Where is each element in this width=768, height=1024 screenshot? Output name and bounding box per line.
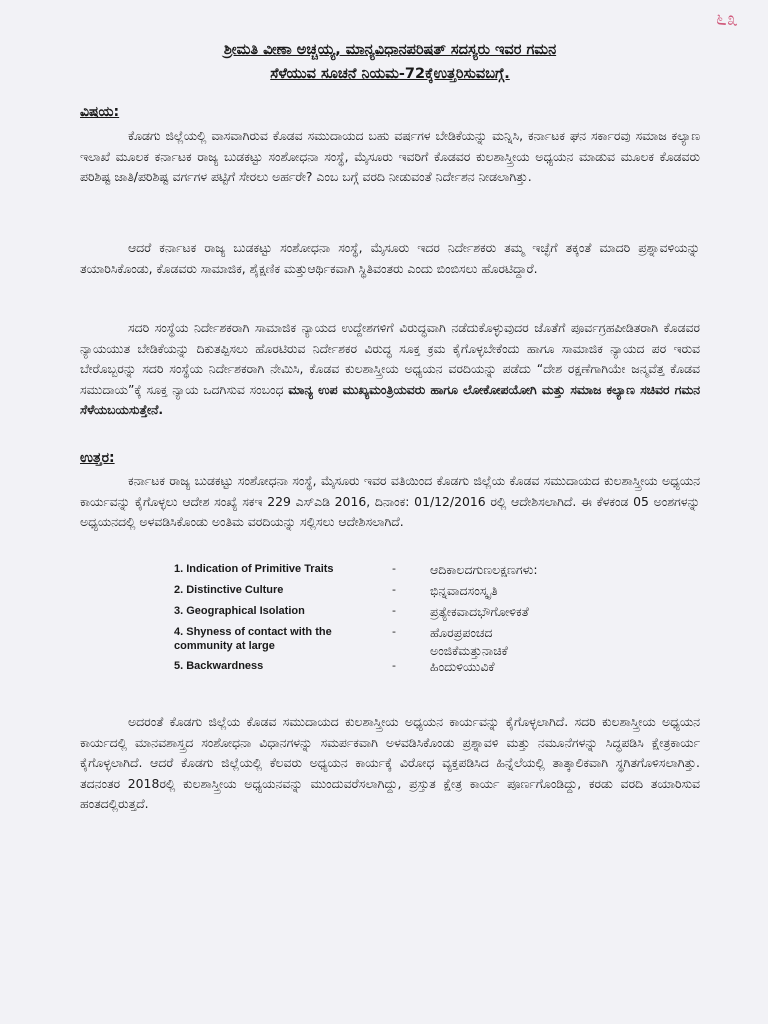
trait-english: 2. Distinctive Culture — [174, 584, 284, 596]
trait-row — [174, 604, 634, 625]
trait-english: 1. Indication of Primitive Traits — [174, 563, 334, 575]
trait-dash: - — [392, 659, 396, 672]
trait-english: 4. Shyness of contact with the community at large — [174, 626, 332, 652]
answer-heading: ಉತ್ತರ: — [80, 450, 115, 466]
page-title — [90, 38, 690, 86]
trait-row — [174, 659, 634, 680]
answer-paragraph-2: ಅದರಂತೆ ಕೊಡಗು ಜಿಲ್ಲೆಯ ಕೊಡವ ಸಮುದಾಯದ ಕುಲಶಾಸ್ತ್ರೀಯ ಅಧ್ಯಯನ ಕಾರ್ಯವನ್ನು ಕೈಗೊಳ್ಳಲಾಗಿದೆ. ಸದರಿ ಕುಲಶಾಸ್ತ್ರೀಯ ಅಧ್ಯಯನ ಕಾರ್ಯದಲ್ಲಿ ಮಾನವಶಾಸ್ತ್ರದ ಸಂಶೋಧನಾ ವಿಧಾನಗಳನ್ನು ಸಮರ್ಪಕವಾಗಿ ಅಳವಡಿಸಿಕೊಂಡು ಪ್ರಶ್ನಾವಳಿ ಮತ್ತು ನಮೂನೆಗಳನ್ನು ಸಿದ್ಧಪಡಿಸಿ ಕ್ಷೇತ್ರಕಾರ್ಯ ಕೈಗೊಳ್ಳಲಾಗಿದೆ. ಆದರೆ ಕೊಡಗು ಜಿಲ್ಲೆಯಲ್ಲಿ ಕೆಲವರು ಅಧ್ಯಯನ ಕಾರ್ಯಕ್ಕೆ ವಿರೋಧ ವ್ಯಕ್ತಪಡಿಸಿದ ಹಿನ್ನೆಲೆಯಲ್ಲಿ ತಾತ್ಕಾಲಿಕವಾಗಿ ಸ್ಥಗಿತಗೊಳಿಸಲಾಗಿತ್ತು. ತದನಂತರ 2018ರಲ್ಲಿ ಕುಲಶಾಸ್ತ್ರೀಯ ಅಧ್ಯಯನವನ್ನು ಮುಂದುವರೆಸಲಾಗಿದ್ದು, ಪ್ರಸ್ತುತ ಕ್ಷೇತ್ರ ಕಾರ್ಯ ಪೂರ್ಣಗೊಂಡಿದ್ದು, ಕರಡು ವರದಿ ತಯಾರಿಸುವ ಹಂತದಲ್ಲಿರುತ್ತದೆ. — [80, 714, 700, 811]
title-line-1: ಶ್ರೀಮತಿ ವೀಣಾ ಅಚ್ಚಯ್ಯ, ಮಾನ್ಯವಿಧಾನಪರಿಷತ್ ಸದಸ್ಯರು ಇವರ ಗಮನ — [223, 42, 557, 58]
trait-kannada — [430, 625, 508, 659]
answer-paragraph-1: ಕರ್ನಾಟಕ ರಾಜ್ಯ ಬುಡಕಟ್ಟು ಸಂಶೋಧನಾ ಸಂಸ್ಥೆ, ಮೈಸೂರು ಇವರ ವತಿಯಿಂದ ಕೊಡಗು ಜಿಲ್ಲೆಯ ಕೊಡವ ಸಮುದಾಯದ ಕುಲಶಾಸ್ತ್ರೀಯ ಅಧ್ಯಯನ ಕಾರ್ಯವನ್ನು ಕೈಗೊಳ್ಳಲು ಆದೇಶ ಸಂಖ್ಯೆ ಸಕಇ 229 ಎಸ್‌ಎಡಿ 2016, ದಿನಾಂಕ: 01/12/2016 ರಲ್ಲಿ ಆದೇಶಿಸಲಾಗಿದೆ. ಈ ಕೆಳಕಂಡ 05 ಅಂಶಗಳನ್ನು ಅಧ್ಯಯನದಲ್ಲಿ ಅಳವಡಿಸಿಕೊಂಡು ಅಂತಿಮ ವರದಿಯನ್ನು ಸಲ್ಲಿಸಲು ಆದೇಶಿಸಲಾಗಿದೆ. — [80, 473, 700, 529]
trait-kannada: ಹಿಂದುಳಿಯುವಿಕೆ — [430, 659, 495, 674]
subject-paragraph-2: ಆದರೆ ಕರ್ನಾಟಕ ರಾಜ್ಯ ಬುಡಕಟ್ಟು ಸಂಶೋಧನಾ ಸಂಸ್ಥೆ, ಮೈಸೂರು ಇದರ ನಿರ್ದೇಶಕರು ತಮ್ಮ ಇಚ್ಛೆಗೆ ತಕ್ಕಂತೆ ಮಾದರಿ ಪ್ರಶ್ನಾವಳಿಯನ್ನು ತಯಾರಿಸಿಕೊಂಡು, ಕೊಡವರು ಸಾಮಾಜಿಕ, ಶೈಕ್ಷಣಿಕ ಮತ್ತುಆರ್ಥಿಕವಾಗಿ ಸ್ಥಿತಿವಂತರು ಎಂದು ಬಿಂಬಿಸಲು ಹೊರಟಿದ್ದಾರೆ. — [80, 240, 700, 276]
trait-english: 5. Backwardness — [174, 660, 264, 672]
trait-dash: - — [392, 583, 396, 596]
subject-heading: ವಿಷಯ: — [80, 104, 120, 120]
trait-dash: - — [392, 604, 396, 617]
traits-list — [174, 562, 634, 680]
subject-paragraph-3-text: ಸದರಿ ಸಂಸ್ಥೆಯ ನಿರ್ದೇಶಕರಾಗಿ ಸಾಮಾಜಿಕ ನ್ಯಾಯದ ಉದ್ದೇಶಗಳಿಗೆ ವಿರುದ್ಧವಾಗಿ ನಡೆದುಕೊಳ್ಳುವುದರ ಜೊತೆಗೆ ಪೂರ್ವಗ್ರಹಪೀಡಿತರಾಗಿ ಕೊಡವರ ನ್ಯಾಯಯುತ ಬೇಡಿಕೆಯನ್ನು ದಿಕುತಪ್ಪಿಸಲು ಹೊರಟಿರುವ ನಿರ್ದೇಶಕರ ವಿರುದ್ಧ ಸೂಕ್ತ ಕ್ರಮ ಕೈಗೊಳ್ಳಬೇಕೆಂದು ಹಾಗೂ ಸಾಮಾಜಿಕ ನ್ಯಾಯದ ಪರ ಇರುವ ಬೇರೊಬ್ಬರನ್ನು ಸದರಿ ಸಂಸ್ಥೆಯ ನಿರ್ದೇಶಕರಾಗಿ ನೇಮಿಸಿ, ಕೊಡವ ಕುಲಶಾಸ್ತ್ರೀಯ ಅಧ್ಯಯನ ವರದಿಯನ್ನು ಪಡೆದು “ದೇಶ ರಕ್ಷಣೆಗಾಗಿಯೇ ಜನ್ಮವೆತ್ತ ಕೊಡವ ಸಮುದಾಯ”ಕ್ಕೆ ಸೂಕ್ತ ನ್ಯಾಯ ಒದಗಿಸುವ ಸಂಬಂಧ — [80, 320, 700, 397]
trait-kannada: ಭಿನ್ನವಾದಸಂಸ್ಕೃತಿ — [430, 583, 498, 598]
subject-paragraph-1: ಕೊಡಗು ಜಿಲ್ಲೆಯಲ್ಲಿ ವಾಸವಾಗಿರುವ ಕೊಡವ ಸಮುದಾಯದ ಬಹು ವರ್ಷಗಳ ಬೇಡಿಕೆಯನ್ನು ಮನ್ನಿಸಿ, ಕರ್ನಾಟಕ ಘನ ಸರ್ಕಾರವು ಸಮಾಜ ಕಲ್ಯಾಣ ಇಲಾಖೆ ಮೂಲಕ ಕರ್ನಾಟಕ ರಾಜ್ಯ ಬುಡಕಟ್ಟು ಸಂಶೋಧನಾ ಸಂಸ್ಥೆ, ಮೈಸೂರು ಇವರಿಗೆ ಕೊಡವರ ಕುಲಶಾಸ್ತ್ರೀಯ ಅಧ್ಯಯನ ಮಾಡುವ ಮೂಲಕ ಕೊಡವರು ಪರಿಶಿಷ್ಟ ಜಾತಿ/ಪರಿಶಿಷ್ಟ ವರ್ಗಗಳ ಪಟ್ಟಿಗೆ ಸೇರಲು ಅರ್ಹರೇ? ಎಂಬ ಬಗ್ಗೆ ವರದಿ ನೀಡುವಂತೆ ನಿರ್ದೇಶನ ನೀಡಲಾಗಿತ್ತು. — [80, 128, 700, 184]
trait-kannada: ಪ್ರತ್ಯೇಕವಾದಭೌಗೋಳಿಕತೆ — [430, 604, 529, 619]
subject-paragraph-3-bold: ಮಾನ್ಯ ಉಪ ಮುಖ್ಯಮಂತ್ರಿಯವರು ಹಾಗೂ ಲೋಕೋಪಯೋಗಿ ಮತ್ತು ಸಮಾಜ ಕಲ್ಯಾಣ ಸಚಿವರ ಗಮನ ಸೆಳೆಯಬಯಸುತ್ತೇನೆ. — [80, 381, 700, 417]
page-number: ೬೩ — [714, 5, 739, 31]
trait-dash: - — [392, 625, 396, 638]
trait-kannada-line-2: ಅಂಜಿಕೆಮತ್ತುನಾಚಿಕೆ — [430, 643, 508, 658]
trait-kannada-line-1: ಹೊರಪ್ರಪಂಚದ — [430, 625, 493, 640]
trait-row — [174, 625, 634, 659]
trait-kannada: ಆದಿಕಾಲದಗುಣಲಕ್ಷಣಗಳು: — [430, 562, 538, 577]
trait-row — [174, 583, 634, 604]
subject-paragraph-3 — [80, 318, 700, 421]
title-line-2: ಸೆಳೆಯುವ ಸೂಚನೆ ನಿಯಮ-72ಕ್ಕೆಉತ್ತರಿಸುವಬಗ್ಗೆ. — [270, 66, 510, 82]
trait-row — [174, 562, 634, 583]
trait-english: 3. Geographical Isolation — [174, 605, 305, 617]
trait-dash: - — [392, 562, 396, 575]
